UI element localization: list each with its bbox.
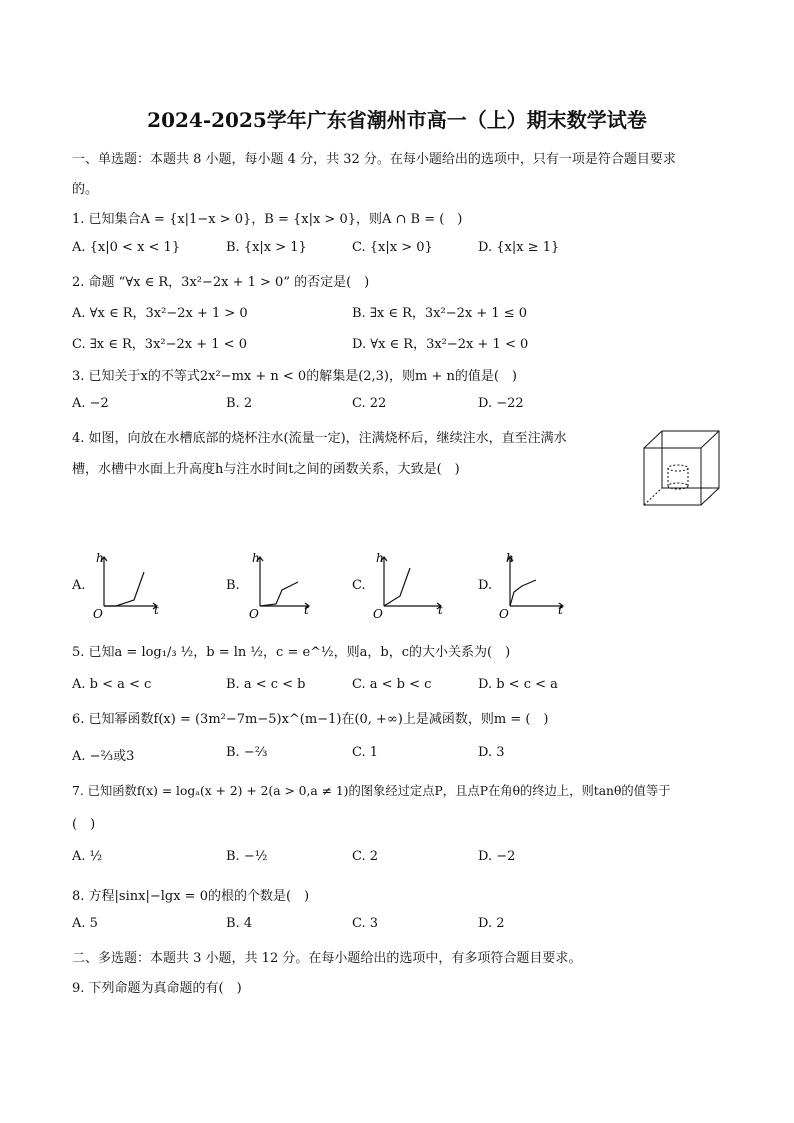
q8-option-b: B. 4 (226, 916, 253, 931)
q7-option-d: D. −2 (478, 849, 516, 864)
q5-option-b: B. a < c < b (226, 677, 306, 692)
q2-option-c: C. ∃x ∈ R，3x²−2x + 1 < 0 (72, 337, 247, 352)
q3-stem: 3. 已知关于x的不等式2x²−mx + n < 0的解集是(2,3)，则m + n的值是( ) (72, 369, 518, 384)
q6-stem: 6. 已知幂函数f(x) = (3m²−7m−5)x^(m−1)在(0, +∞)上是减函数，则m = ( ) (72, 712, 549, 727)
q4-graph-b (246, 548, 321, 620)
q4-graph-d-t-label: t (558, 603, 563, 617)
q4-graph-a-t-label: t (154, 603, 159, 617)
section2-heading: 二、多选题：本题共 3 小题，共 12 分。在每小题给出的选项中，有多项符合题目要求。 (72, 951, 582, 966)
q4-graph-c-t-label: t (438, 603, 443, 617)
q8-option-d: D. 2 (478, 916, 505, 931)
q1-option-c: C. {x|x > 0} (352, 240, 433, 255)
q4-graph-d-h-label: h (506, 551, 514, 565)
q4-option-a-label: A. (72, 578, 86, 593)
q4-graph-b-h-label: h (252, 551, 260, 565)
q3-option-d: D. −22 (478, 396, 524, 411)
q8-stem: 8. 方程|sinx|−lgx = 0的根的个数是( ) (72, 889, 310, 904)
q4-graph-c-origin: O (373, 607, 383, 620)
q4-graph-a-origin: O (93, 607, 103, 620)
q4-graph-b-t-label: t (304, 603, 309, 617)
q4-option-c-label: C. (352, 578, 366, 593)
q1-stem: 1. 已知集合A = {x|1−x > 0}，B = {x|x > 0}，则A ∩ B = ( ) (72, 212, 463, 227)
q4-graph-c (370, 548, 448, 620)
q4-stem-line1: 4. 如图，向放在水槽底部的烧杯注水(流量一定)，注满烧杯后，继续注水，直至注满水 (72, 431, 567, 446)
q8-option-a: A. 5 (72, 916, 98, 931)
q9-stem: 9. 下列命题为真命题的有( ) (72, 981, 242, 996)
q4-graph-a-h-label: h (96, 551, 104, 565)
q2-option-d: D. ∀x ∈ R，3x²−2x + 1 < 0 (352, 337, 529, 352)
q3-option-b: B. 2 (226, 396, 253, 411)
q3-option-c: C. 22 (352, 396, 387, 411)
q7-option-c: C. 2 (352, 849, 379, 864)
q4-graph-d-origin: O (499, 607, 509, 620)
q1-option-b: B. {x|x > 1} (226, 240, 307, 255)
q6-option-c: C. 1 (352, 745, 379, 760)
q4-graph-d (496, 548, 571, 620)
q5-option-d: D. b < c < a (478, 677, 558, 692)
q5-stem: 5. 已知a = log₁/₃ ½，b = ln ½，c = e^½，则a，b，c的大小关系为( ) (72, 645, 511, 660)
q1-option-a: A. {x|0 < x < 1} (72, 240, 181, 255)
q2-option-a: A. ∀x ∈ R，3x²−2x + 1 > 0 (72, 306, 248, 321)
q4-graph-b-origin: O (249, 607, 259, 620)
q7-stem-line1: 7. 已知函数f(x) = logₐ(x + 2) + 2(a > 0,a ≠ 1)的图象经过定点P，且点P在角θ的终边上，则tanθ的值等于 (72, 784, 671, 798)
q2-option-b: B. ∃x ∈ R，3x²−2x + 1 ≤ 0 (352, 306, 528, 321)
q4-stem-line2: 槽，水槽中水面上升高度h与注水时间t之间的函数关系，大致是( ) (72, 462, 460, 477)
q4-option-b-label: B. (226, 578, 240, 593)
q4-option-d-label: D. (478, 578, 493, 593)
q4-graph-c-h-label: h (376, 551, 384, 565)
page-title: 2024-2025学年广东省潮州市高一（上）期末数学试卷 (147, 108, 647, 132)
q6-option-a: A. −⅔或3 (72, 749, 135, 764)
q7-option-b: B. −½ (226, 849, 268, 864)
q2-stem: 2. 命题 “∀x ∈ R，3x²−2x + 1 > 0” 的否定是( ) (72, 275, 370, 290)
section1-heading: 一、单选题：本题共 8 小题，每小题 4 分，共 32 分。在每小题给出的选项中，只有一项是符合题目要求 (72, 152, 676, 167)
q6-option-d: D. 3 (478, 745, 505, 760)
q5-option-a: A. b < a < c (72, 677, 152, 692)
q3-option-a: A. −2 (72, 396, 109, 411)
q6-option-b: B. −⅔ (226, 745, 268, 760)
water-tank-figure (640, 428, 722, 508)
q5-option-c: C. a < b < c (352, 677, 432, 692)
section1-heading-cont: 的。 (72, 182, 99, 197)
q7-stem-line2: ( ) (72, 817, 96, 832)
q8-option-c: C. 3 (352, 916, 379, 931)
q4-graph-a (90, 548, 165, 620)
q1-option-d: D. {x|x ≥ 1} (478, 240, 560, 255)
q7-option-a: A. ½ (72, 849, 103, 864)
